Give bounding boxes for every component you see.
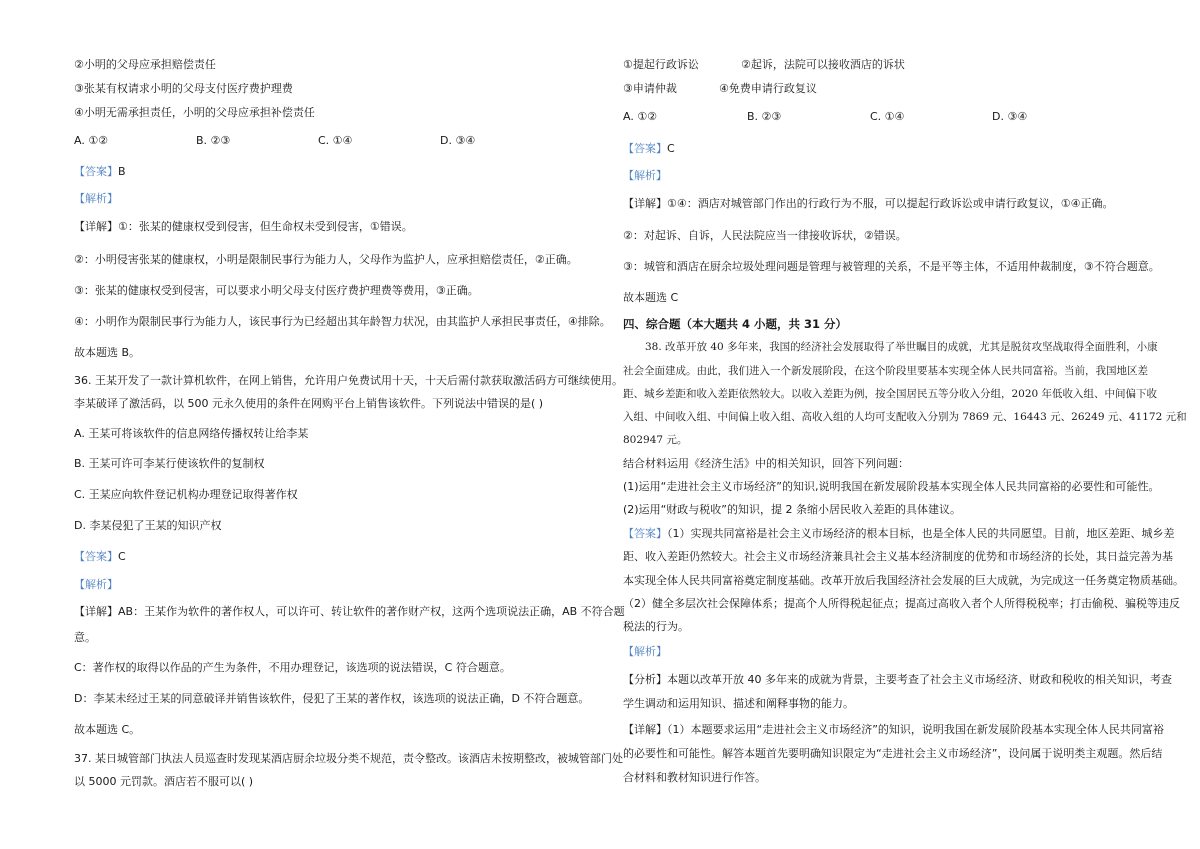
q35-detail-2: ②：小明侵害张某的健康权，小明是限制民事行为能力人，父母作为监护人，应承担赔偿责任，②正确。: [74, 253, 578, 266]
q35-choice-a: A. ①②: [74, 134, 109, 147]
q38-answer-line-4: （2）健全多层次社会保障体系；提高个人所得税起征点；提高过高收入者个人所得税税率；打击偷税、骗税等违反: [623, 597, 1180, 610]
q38-answer-line-2: 距、收入差距仍然较大。社会主义市场经济兼具社会主义基本经济制度的优势和市场经济的长处，其日益完善为基: [623, 550, 1173, 563]
q38-analysis-3: 【详解】（1）本题要求运用“走进社会主义市场经济”的知识，说明我国在新发展阶段基本实现全体人民共同富裕: [623, 723, 1164, 736]
q36-detail-3: C：著作权的取得以作品的产生为条件，不用办理登记，该选项的说法错误，C 符合题意。: [74, 661, 511, 674]
answer-tag: 【答案】: [74, 165, 118, 178]
q38-answer-line-1: [623, 527, 1175, 541]
q35-conclusion: 故本题选 B。: [74, 346, 141, 359]
answer-tag: 【答案】: [623, 142, 667, 155]
q36-choice-b: B. 王某可许可李某行使该软件的复制权: [74, 457, 265, 470]
q38-material-2: 社会全面建成。由此，我们进入一个新发展阶段，在这个阶段里要基本实现全体人民共同富裕。当前，我国地区差: [623, 365, 1148, 377]
q35-choice-d: D. ③④: [440, 134, 476, 147]
answer-tag: 【答案】: [74, 550, 118, 563]
q37-answer: [623, 142, 675, 156]
q38-material-1: 38. 改革开放 40 多年来，我国的经济社会发展取得了举世瞩目的成就，尤其是脱贫攻坚战取得全面胜利，小康: [645, 341, 1158, 353]
q37-detail-2: ②：对起诉、自诉，人民法院应当一律接收诉状，②错误。: [623, 229, 907, 242]
q37-analysis-tag: 【解析】: [623, 169, 667, 182]
q36-stem-1: 36. 王某开发了一款计算机软件，在网上销售，允许用户免费试用十天，十天后需付款获取激活码方可继续使用。: [74, 374, 623, 387]
q37-option-3: ③申请仲裁: [623, 82, 677, 95]
q35-option-2: ②小明的父母应承担赔偿责任: [74, 58, 216, 71]
q36-detail-4: D：李某未经过王某的同意破译并销售该软件，侵犯了王某的著作权，该选项的说法正确，D 不符合题意。: [74, 692, 590, 705]
q37-stem-1: 37. 某日城管部门执法人员巡查时发现某酒店厨余垃圾分类不规范，责令整改。该酒店未按期整改，被城管部门处: [74, 752, 623, 765]
q38-analysis-1: 【分析】本题以改革开放 40 多年来的成就为背景，主要考查了社会主义市场经济、财政和税收的相关知识，考查: [623, 673, 1172, 686]
answer-value: C: [667, 142, 675, 155]
q38-material-3: 距、城乡差距和收入差距依然较大。以收入差距为例，按全国居民五等分收入分组，2020 年低收入组、中间偏下收: [623, 388, 1158, 400]
q37-choice-c: C. ①④: [870, 110, 905, 123]
q37-choice-a: A. ①②: [623, 110, 658, 123]
q35-option-3: ③张某有权请求小明的父母支付医疗费护理费: [74, 82, 293, 95]
q35-detail-3: ③：张某的健康权受到侵害，可以要求小明父母支付医疗费护理费等费用，③正确。: [74, 284, 479, 297]
q35-analysis-tag: 【解析】: [74, 192, 118, 205]
q37-choice-d: D. ③④: [992, 110, 1028, 123]
q37-stem-2: 以 5000 元罚款。酒店若不服可以( ): [74, 775, 254, 788]
q35-answer: [74, 165, 126, 179]
q35-option-4: ④小明无需承担责任，小明的父母应承担补偿责任: [74, 106, 315, 119]
q35-detail-4: ④：小明作为限制民事行为能力人，该民事行为已经超出其年龄智力状况，由其监护人承担民事责任，④排除。: [74, 315, 611, 328]
q36-detail-2: 意。: [74, 631, 96, 644]
q38-question-1: (1)运用“走进社会主义市场经济”的知识,说明我国在新发展阶段基本实现全体人民共同富裕的必要性和可能性。: [623, 480, 1160, 493]
q38-analysis-4: 的必要性和可能性。解答本题首先要明确知识限定为“走进社会主义市场经济”，设问属于说明类主观题。然后结: [623, 747, 1163, 760]
q36-analysis-tag: 【解析】: [74, 578, 118, 591]
q37-conclusion: 故本题选 C: [623, 291, 679, 304]
q35-detail-1: 【详解】①：张某的健康权受到侵害，但生命权未受到侵害，①错误。: [74, 220, 413, 233]
answer-value: C: [118, 550, 126, 563]
q38-question-2: (2)运用“财政与税收”的知识，提 2 条缩小居民收入差距的具体建议。: [623, 503, 961, 516]
q37-option-4: ④免费申请行政复议: [719, 82, 817, 95]
q36-stem-2: 李某破译了激活码，以 500 元永久使用的条件在网购平台上销售该软件。下列说法中错误的是( ): [74, 397, 544, 410]
answer-text: （1）实现共同富裕是社会主义市场经济的根本目标，也是全体人民的共同愿望。目前，地区差距、城乡差: [667, 527, 1175, 540]
q36-choice-d: D. 李某侵犯了王某的知识产权: [74, 519, 222, 532]
answer-tag: 【答案】: [623, 527, 667, 540]
q38-answer-line-5: 税法的行为。: [623, 620, 689, 633]
q38-material-5: 802947 元。: [623, 434, 688, 446]
q37-detail-3: ③：城管和酒店在厨余垃圾处理问题是管理与被管理的关系，不是平等主体，不适用仲裁制度，③不符合题意。: [623, 260, 1160, 273]
q37-choice-b: B. ②③: [747, 110, 782, 123]
q38-analysis-2: 学生调动和运用知识、描述和阐释事物的能力。: [623, 697, 854, 710]
section-title: 四、综合题（本大题共 4 小题，共 31 分）: [623, 317, 848, 331]
q36-answer: [74, 550, 126, 564]
q38-analysis-tag: 【解析】: [623, 645, 667, 658]
q36-choice-a: A. 王某可将该软件的信息网络传播权转让给李某: [74, 427, 309, 440]
q38-answer-line-3: 本实现全体人民共同富裕奠定制度基础。改革开放后我国经济社会发展的巨大成就，为完成这一任务奠定物质基础。: [623, 574, 1184, 587]
q35-choice-c: C. ①④: [318, 134, 353, 147]
q35-choice-b: B. ②③: [196, 134, 231, 147]
q36-choice-c: C. 王某应向软件登记机构办理登记取得著作权: [74, 488, 298, 501]
q37-option-1: ①提起行政诉讼: [623, 58, 699, 71]
q36-detail-1: 【详解】AB：王某作为软件的著作权人，可以许可、转让软件的著作财产权，这两个选项说法正确，AB 不符合题: [74, 605, 625, 618]
q38-analysis-5: 合材料和教材知识进行作答。: [623, 771, 766, 784]
q36-conclusion: 故本题选 C。: [74, 723, 141, 736]
q38-prompt: 结合材料运用《经济生活》中的相关知识，回答下列问题：: [623, 457, 909, 470]
q38-material-4: 入组、中间收入组、中间偏上收入组、高收入组的人均可支配收入分别为 7869 元、16443 元、26249 元、41172 元和: [623, 411, 1187, 423]
q37-detail-1: 【详解】①④：酒店对城管部门作出的行政行为不服，可以提起行政诉讼或申请行政复议，①④正确。: [623, 197, 1114, 210]
q37-option-2: ②起诉，法院可以接收酒店的诉状: [741, 58, 905, 71]
answer-value: B: [118, 165, 126, 178]
